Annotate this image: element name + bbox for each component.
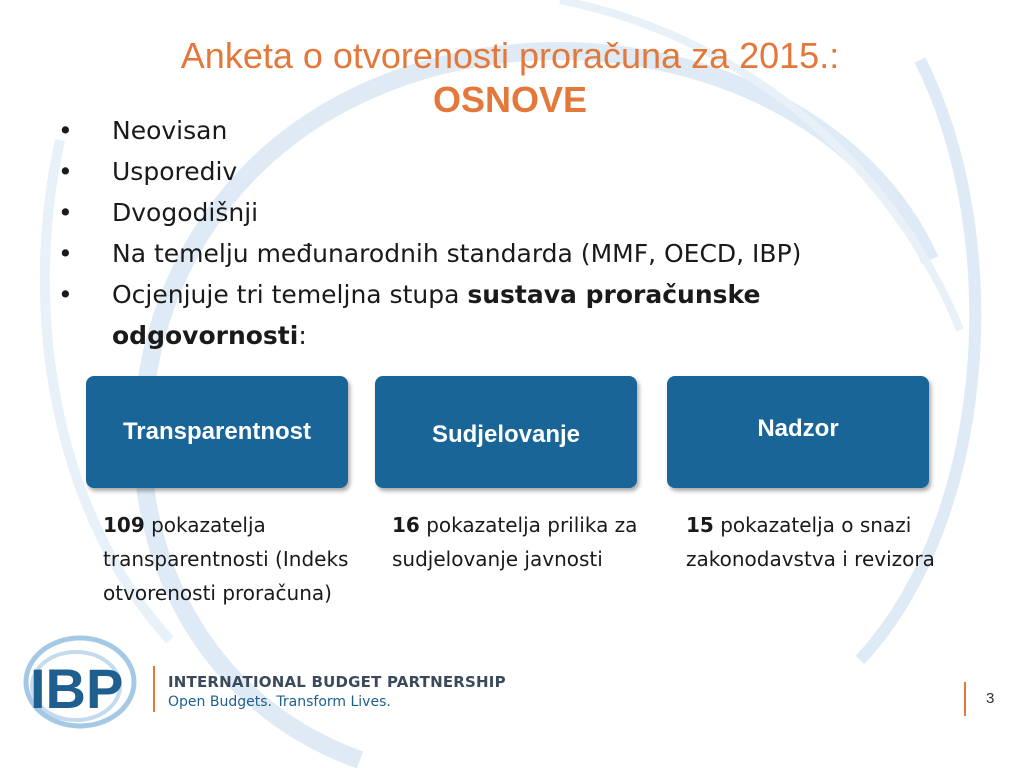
indicator-count: 16 — [392, 513, 420, 537]
ibp-logo — [18, 630, 158, 730]
page-number: 3 — [986, 690, 995, 707]
pillar-transparency — [86, 376, 348, 488]
pillar-label: Transparentnost — [122, 418, 312, 445]
org-tagline: Open Budgets. Transform Lives. — [168, 694, 391, 710]
bullet-text-post: : — [298, 321, 307, 350]
bullet-item — [58, 110, 938, 151]
bullet-text: Usporediv — [112, 157, 238, 186]
slide-title — [60, 34, 960, 122]
pillar-label: Nadzor — [757, 415, 839, 442]
pillar-description-transparency — [103, 508, 353, 610]
indicator-count: 15 — [686, 513, 714, 537]
pillar-oversight — [667, 376, 929, 488]
indicator-count: 109 — [103, 513, 145, 537]
bullet-text-bold: sustava proračunske odgovornosti — [112, 280, 761, 350]
title-line-1: Anketa o otvorenosti proračuna za 2015.: — [180, 35, 840, 76]
bullet-text: Na temelju međunarodnih standarda (MMF, OECD, IBP) — [112, 239, 802, 268]
bullet-item — [58, 233, 938, 274]
indicator-text: pokazatelja transparentnosti (Indeks otvorenosti proračuna) — [103, 513, 349, 605]
bullet-text: Dvogodišnji — [112, 198, 259, 227]
logo-wordmark — [168, 672, 506, 712]
bullet-list — [58, 110, 938, 356]
pillar-participation — [375, 376, 637, 488]
indicator-text: pokazatelja o snazi zakonodavstva i revizora — [686, 513, 935, 571]
title-line-2: OSNOVE — [432, 79, 588, 120]
pillar-label: Sudjelovanje — [431, 421, 581, 448]
bullet-text: Neovisan — [112, 116, 228, 145]
bullet-text-pre: Ocjenjuje tri temeljna stupa — [112, 280, 468, 309]
logo-letters: IBP — [30, 657, 124, 720]
bullet-item — [58, 274, 938, 356]
pillar-description-participation — [392, 508, 642, 576]
bullet-item — [58, 192, 938, 233]
bullet-item — [58, 151, 938, 192]
org-name: INTERNATIONAL BUDGET PARTNERSHIP — [168, 673, 506, 691]
indicator-text: pokazatelja prilika za sudjelovanje javnosti — [392, 513, 638, 571]
pillar-description-oversight — [686, 508, 936, 576]
